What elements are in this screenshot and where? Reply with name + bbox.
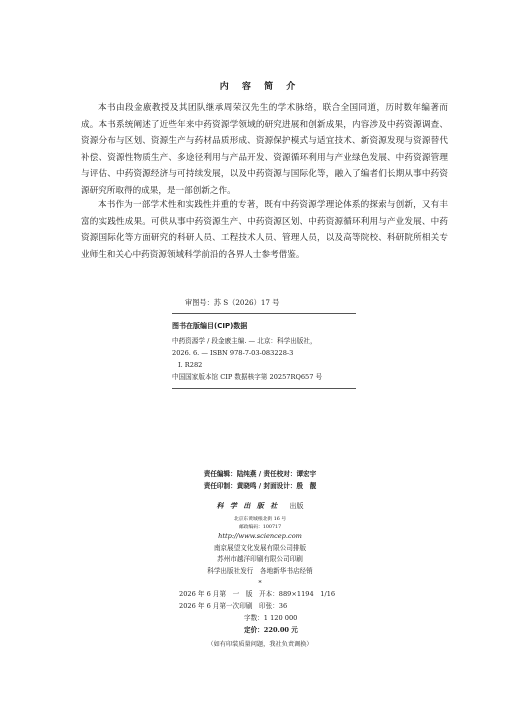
credits-line-2: 责任印制：黄晓鸣 / 封面设计：殷 靓 <box>203 482 317 490</box>
publisher-website: http://www.sciencep.com <box>218 532 302 540</box>
cip-line-1: 中药资源学 / 段金廒主编. — 北京：科学出版社， <box>172 337 317 345</box>
quality-note: （如有印装质量问题，我社负责调换） <box>207 641 313 648</box>
publisher-label: 出版 <box>289 502 304 510</box>
printing-line: 2026 年 6 月第一次印刷 印张：36 <box>179 602 288 610</box>
publisher-name: 科 学 出 版 社 <box>216 501 280 510</box>
word-count: 字数：1 120 000 <box>244 614 298 622</box>
cip-line-4: 中国国家版本馆 CIP 数据核字第 20257RQ657 号 <box>172 373 323 381</box>
cip-bottom-rule <box>172 388 356 389</box>
page-title: 内 容 简 介 <box>219 82 301 92</box>
summary-paragraph-2: 本书作为一部学术性和实践性并重的专著，既有中药资源学理论体系的探索与创新，又有丰富的实践性成果。可供从事中药资源生产、中药资源区划、中药资源循环利用与产业发展、中药资源国际化等方面研究的科研人员、工程技术人员、管理人员，以及高等院校、科研院所相关专业师生和关心中药资源领域科学前沿的各界人士参考借鉴。 <box>81 200 448 260</box>
price: 定价：220.00 元 <box>244 626 298 634</box>
cip-line-2: 2026. 6. — ISBN 978-7-03-083228-3 <box>172 349 294 357</box>
typesetter-line: 南京展望文化发展有限公司排版 <box>213 544 307 552</box>
map-approval-number: 审图号：苏 S（2026）17 号 <box>185 298 280 307</box>
publisher-address: 北京东黄城根北街 16 号 <box>233 517 287 522</box>
distribution-line: 科学出版社发行 各地新华书店经销 <box>207 567 313 575</box>
printer-line: 苏州市越洋印刷有限公司印刷 <box>217 555 303 563</box>
cip-top-rule <box>172 313 356 314</box>
credits-line-1: 责任编辑：陆纯燕 / 责任校对：谭宏宇 <box>203 470 317 478</box>
publisher-line <box>0 501 520 511</box>
publisher-postcode: 邮政编码：100717 <box>238 525 282 530</box>
edition-line: 2026 年 6 月第 一 版 开本：889×1194 1/16 <box>179 590 336 598</box>
separator-asterisk: * <box>258 579 262 587</box>
cip-title: 图书在版编目(CIP)数据 <box>172 322 248 330</box>
summary-paragraph-1: 本书由段金廒教授及其团队继承周荣汉先生的学术脉络，联合全国同道，历时数年编著而成。本书系统阐述了近些年来中药资源学领域的研究进展和创新成果，内容涉及中药资源调查、资源分布与区划、资源生产与药材品质形成、资源保护模式与适宜技术、新资源发现与资源替代补偿、资源性物质生产、多途径利用与产品开发、资源循环利用与产业绿色发展、中药资源管理与评估、中药资源经济与可持续发展，以及中药资源与国际化等，融入了编者们长期从事中药资源研究所取得的成果，是一部创新之作。 <box>81 103 448 196</box>
cip-line-3: Ⅰ. R282 <box>178 361 203 369</box>
